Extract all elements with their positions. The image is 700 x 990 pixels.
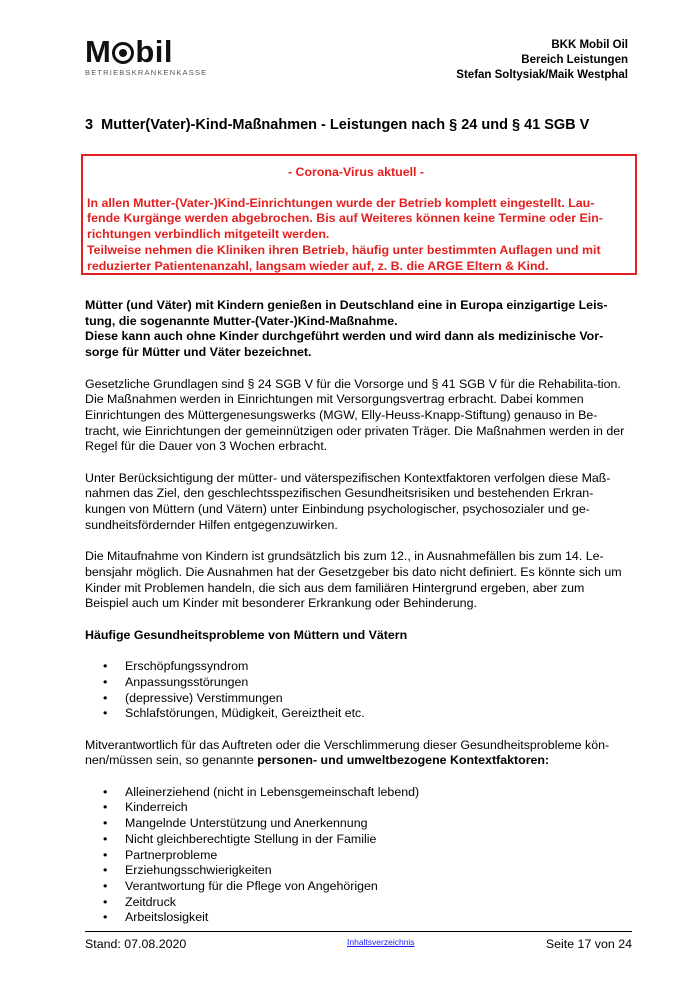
list-item: • Mangelnde Unterstützung und Anerkennung [85,816,630,832]
list-item: • Partnerprobleme [85,848,630,864]
factors-list [85,785,630,926]
legal-paragraph: Gesetzliche Grundlagen sind § 24 SGB V für die Vorsorge und § 41 SGB V für die Rehabilita-tion. Die Maßnahmen werden in Einrichtungen mit Versorgungsvertrag erbracht. Dabei kommen Einrichtungen des Müttergenesungswerks (MGW, Elly-Heuss-Knapp-Stiftung) genauso in Be-tracht, wie Einrichtungen der gemeinnützigen oder privaten Träger. Die Maßnahmen werden in der Regel für die Dauer von 3 Wochen erbracht. [85,376,625,454]
list-item: • Arbeitslosigkeit [85,910,630,926]
logo-text-end: bil [135,34,173,69]
factors-intro: Mitverantwortlich für das Auftreten oder die Verschlimmerung dieser Gesundheitsprobleme kön-nen/müssen sein, so genannte [85,737,610,768]
footer-date: Stand: 07.08.2020 [85,937,187,951]
header-org: BKK Mobil Oil [551,39,628,51]
problems-heading: Häufige Gesundheitsprobleme von Müttern und Vätern [85,627,408,642]
list-item: • Zeitdruck [85,895,630,911]
factors-paragraph [85,738,630,769]
section-title: 3 Mutter(Vater)-Kind-Maßnahmen - Leistungen nach § 24 und § 41 SGB V [85,117,590,133]
mobil-logo [85,36,207,77]
logo-o-icon [112,42,134,64]
list-item: • Erziehungsschwierigkeiten [85,863,630,879]
footer-divider [85,931,632,932]
list-item: • Alleinerziehend (nicht in Lebensgemeinschaft lebend) [85,785,630,801]
logo-subtitle: BETRIEBSKRANKENKASSE [85,68,208,77]
problems-list [85,659,630,722]
children-paragraph: Die Mitaufnahme von Kindern ist grundsätzlich bis zum 12., in Ausnahmefällen bis zum 14. Le-bensjahr möglich. Die Ausnahmen hat der Gesetzgeber bis dato nicht definiert. Es könnte sich um Kinder mit Problemen handeln, die sich aus dem familiären Hintergrund ergeben, aber zum Beispiel auch um Kinder mit besonderer Erkrankung oder Behinderung. [85,549,622,611]
header-authors: Stefan Soltysiak/Maik Westphal [456,69,628,81]
notice-heading: - Corona-Virus aktuell - [287,165,425,179]
goal-paragraph: Unter Berücksichtigung der mütter- und väterspezifischen Kontextfaktoren verfolgen diese Maß-nahmen das Ziel, den geschlechtsspezifischen Gesundheitsrisiken und bestehenden Erkran-kungen von Müttern (und Vätern) unter Einbindung psychologischer, psychosozialer und ge-sundheitsfördernder Hilfen entgegenzuwirken. [85,470,611,532]
intro-line-2: Diese kann auch ohne Kinder durchgeführt werden und wird dann als medizinische Vor-sorge für Mütter und Väter bezeichnet. [85,329,604,360]
header-department: Bereich Leistungen [521,54,628,66]
list-item: • Nicht gleichberechtigte Stellung in der Familie [85,832,630,848]
logo-text-start: M [85,34,112,69]
factors-intro-bold: personen- und umweltbezogene Kontextfaktoren: [257,753,550,768]
logo-wordmark [85,36,207,67]
corona-notice-box [81,154,637,275]
main-content [85,298,630,942]
list-item: • Verantwortung für die Pflege von Angehörigen [85,879,630,895]
list-item: • Erschöpfungssyndrom [85,659,630,675]
notice-paragraph-1: In allen Mutter-(Vater-)Kind-Einrichtungen wurde der Betrieb komplett eingestellt. Lau-fende Kurgänge werden abgebrochen. Bis auf Weiteres können keine Termine oder Ein-richtungen verbindlich mitgeteilt werden. [87,195,603,242]
list-item: • Anpassungsstörungen [85,675,630,691]
intro-paragraph [85,298,630,361]
list-item: • Schlafstörungen, Müdigkeit, Gereiztheit etc. [85,706,630,722]
list-item: • (depressive) Verstimmungen [85,691,630,707]
toc-link[interactable]: Inhaltsverzeichnis [347,937,415,947]
header-info [456,38,628,83]
intro-line-1: Mütter (und Väter) mit Kindern genießen in Deutschland eine in Europa einzigartige Leis-tung, die sogenannte Mutter-(Vater-)Kind-Maßnahme. [85,298,608,328]
notice-paragraph-2: Teilweise nehmen die Kliniken ihren Betrieb, häufig unter bestimmten Auflagen und mit reduzierter Patientenanzahl, langsam wieder auf, z. B. die ARGE Eltern & Kind. [87,242,601,273]
page-number: Seite 17 von 24 [545,937,632,951]
list-item: • Kinderreich [85,800,630,816]
